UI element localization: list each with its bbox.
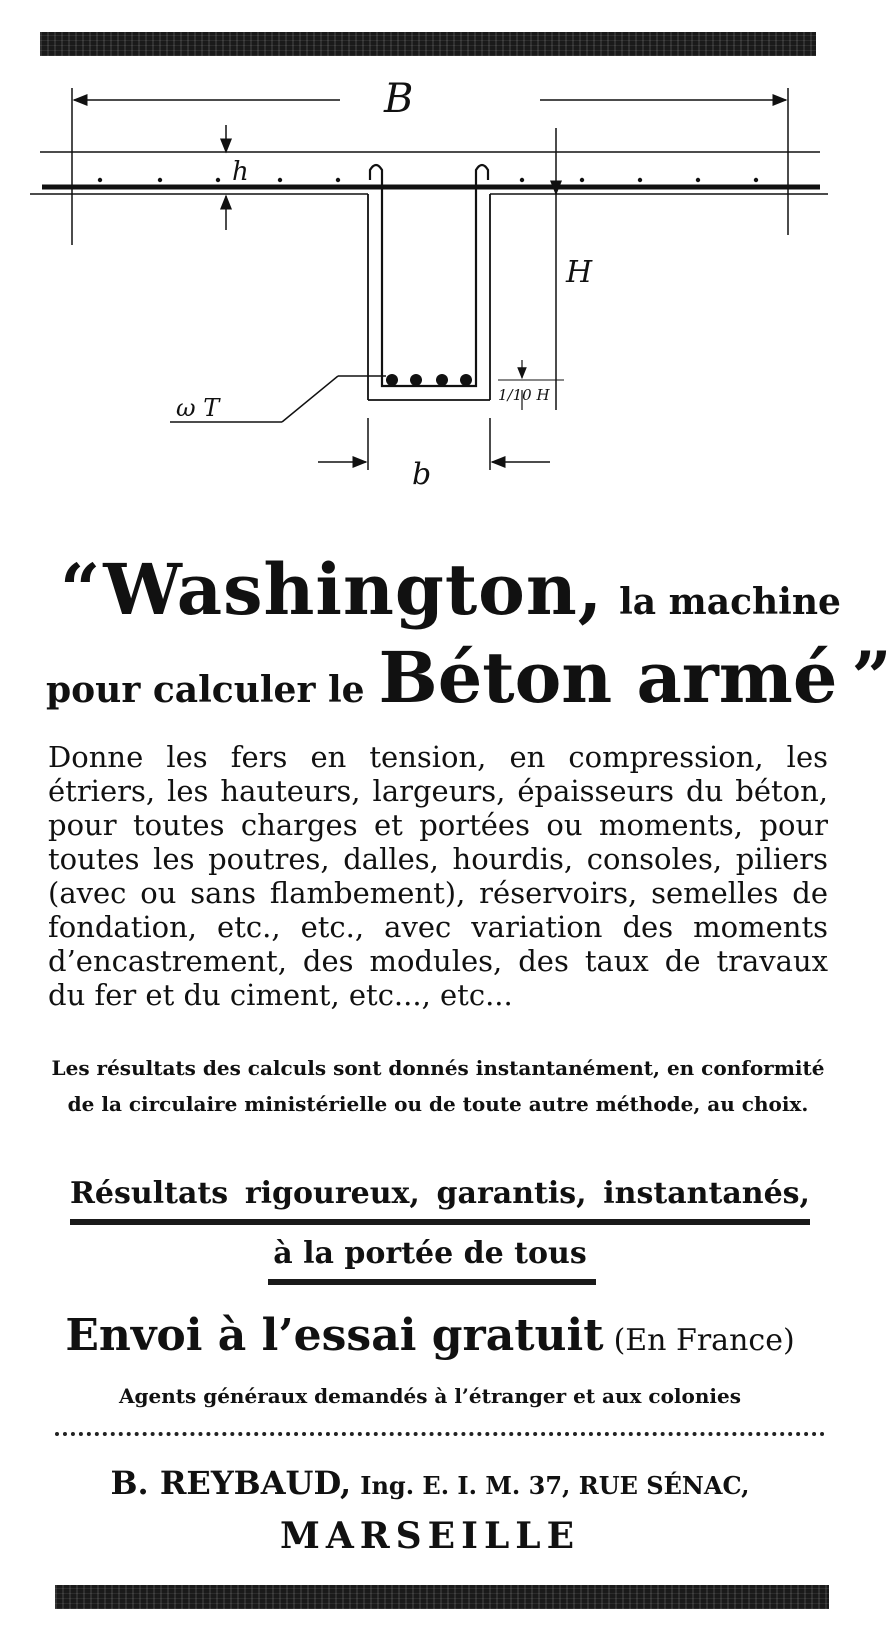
- t-beam-svg: [0, 70, 860, 530]
- label-h: h: [232, 157, 249, 187]
- slogan-line-2: à la portée de tous: [273, 1236, 587, 1271]
- label-B: B: [384, 76, 414, 122]
- results-note: Les résultats des calculs sont donnés instantanément, en conformité de la circulaire ministérielle ou de toute autre méthode, au choix.: [51, 1056, 825, 1116]
- free-trial-line: [0, 1310, 860, 1361]
- tension-bars: [386, 374, 472, 386]
- slogan-underline-1: [70, 1219, 810, 1225]
- free-trial-text: Envoi à l’essai gratuit: [65, 1310, 604, 1361]
- headline-line-2: [46, 636, 892, 719]
- advertiser-address: [0, 1464, 860, 1502]
- headline-washington: Washington,: [103, 548, 604, 631]
- slogan-underline-2: [268, 1279, 596, 1285]
- slab-bar-dots: [98, 178, 758, 182]
- headline-calc: pour calculer le: [46, 669, 365, 711]
- label-b: b: [412, 457, 432, 492]
- advertiser-city: MARSEILLE: [279, 1515, 581, 1557]
- advertiser-name: B. REYBAUD,: [110, 1464, 352, 1502]
- dotted-separator: [55, 1432, 825, 1436]
- headline-quote-close: ”: [851, 636, 892, 719]
- bottom-border-bar: [55, 1585, 829, 1609]
- headline-line-1: [60, 548, 841, 631]
- label-omega-T: ω T: [176, 394, 220, 422]
- description-paragraph: Donne les fers en tension, en compression, les étriers, les hauteurs, largeurs, épaisseurs du béton, pour toutes charges et portées ou moments, pour toutes les poutres, dalles, hourdis, consoles, piliers (avec ou sans flambement), réservoirs, semelles de fondation, etc., etc., avec variation des moments d’encastrement, des modules, des taux de travaux du fer et du ciment, etc..., etc...: [48, 740, 828, 1012]
- agents-wanted: Agents généraux demandés à l’étranger et aux colonies: [118, 1384, 741, 1408]
- headline-beton: Béton armé: [378, 636, 838, 719]
- headline-quote-open: “: [60, 548, 104, 631]
- headline-machine: la machine: [619, 581, 841, 623]
- label-H: H: [566, 255, 593, 290]
- free-trial-note: (En France): [613, 1323, 795, 1358]
- top-border-bar: [40, 32, 816, 56]
- slogan-line-1: Résultats rigoureux, garantis, instantanés,: [70, 1176, 810, 1211]
- label-tenth-H: 1/10 H: [498, 386, 550, 404]
- advertiser-details: Ing. E. I. M. 37, RUE SÉNAC,: [360, 1471, 750, 1500]
- t-beam-diagram: [0, 70, 860, 530]
